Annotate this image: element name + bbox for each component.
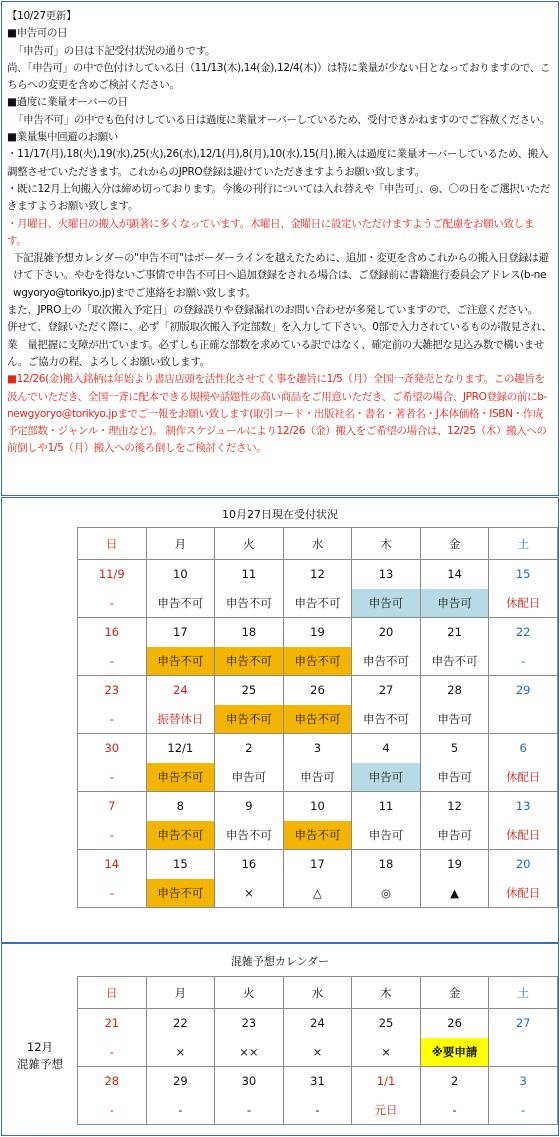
weekday-header: 土 xyxy=(489,977,558,1009)
calendar-status: - xyxy=(420,1096,489,1125)
calendar-date: 18 xyxy=(352,850,421,879)
calendar-date: 24 xyxy=(146,676,215,705)
calendar-date: 12/1 xyxy=(146,734,215,763)
calendar-status: - xyxy=(489,647,558,676)
calendar-status: 振替休日 xyxy=(146,705,215,734)
notice-paragraph: ■12/26(金)搬入銘柄は年始より書店店頭を活性化させてく事を趣旨に1/5（月）全国一斉発売となります。この趣旨を汲んでいただき、全国一斉に配本できる規模や話題性の高い商品をご用意いただき、ご希望の場合、JPRO登録の前にb-newgyoryo@torikyo.jpまでご一報をお願い致します(取引コード・出版社名・書名・著者名・J本体価格・ISBN・作成予定部数・ジャンル・理由など)。 制作スケジュールにより12/26（金）搬入をご希望の場合は、12/25（木）搬入への前倒しや1/5（月）搬入への後ろ倒しをご検討ください。 xyxy=(7,373,548,455)
congestion-forecast-table xyxy=(77,976,558,1125)
calendar-date: 29 xyxy=(489,676,558,705)
calendar-status: ×× xyxy=(215,1038,284,1067)
calendar-status: - xyxy=(78,705,147,734)
calendar-date: 11 xyxy=(352,792,421,821)
calendar-status: - xyxy=(78,1096,147,1125)
calendar-status: 申告可 xyxy=(283,763,352,792)
calendar-status: 申告不可 xyxy=(146,763,215,792)
calendar-date: 9 xyxy=(215,792,284,821)
calendar-date: 22 xyxy=(146,1009,215,1038)
calendar-date: 11/9 xyxy=(78,560,147,589)
calendar-date: 21 xyxy=(78,1009,147,1038)
notice-paragraph: ・11/17(月),18(火),19(水),25(火),26(水),12/1(月),8(月),10(水),15(月),搬入は過度に業量オーバーしているため、搬入調整させていただきます。これからのJPRO登録は避けていただきますようお願い致します。 xyxy=(7,148,549,178)
calendar-date: 2 xyxy=(215,734,284,763)
calendar-status: 申告不可 xyxy=(283,705,352,734)
calendar-status: - xyxy=(215,1096,284,1125)
calendar-status: ※要申請 xyxy=(420,1038,489,1067)
calendar-status: 申告不可 xyxy=(283,589,352,618)
calendar-status: 申告不可 xyxy=(146,589,215,618)
calendar-date: 29 xyxy=(146,1067,215,1096)
calendar-status: ◎ xyxy=(352,879,421,908)
calendar-date: 3 xyxy=(283,734,352,763)
calendar-title: 混雑予想カレンダー xyxy=(230,955,330,968)
weekday-header: 火 xyxy=(215,977,284,1009)
calendar-date: 19 xyxy=(420,850,489,879)
calendar-status: △ xyxy=(283,879,352,908)
notice-panel xyxy=(1,1,559,496)
calendar-date: 21 xyxy=(420,618,489,647)
calendar-date: 28 xyxy=(420,676,489,705)
calendar-date: 4 xyxy=(352,734,421,763)
calendar-status: 申告不可 xyxy=(215,647,284,676)
notice-paragraph: また、JPRO上の「取次搬入予定日」の登録誤りや登録漏れのお問い合わせが多発していますので、ご注意ください。 xyxy=(7,304,538,317)
calendar-status: 申告不可 xyxy=(215,589,284,618)
calendar-date: 22 xyxy=(489,618,558,647)
calendar-date: 14 xyxy=(420,560,489,589)
calendar-date: 30 xyxy=(215,1067,284,1096)
calendar-status xyxy=(489,705,558,734)
calendar-date: 24 xyxy=(283,1009,352,1038)
calendar-status: 休配日 xyxy=(489,763,558,792)
calendar-date: 3 xyxy=(489,1067,558,1096)
calendar-date: 23 xyxy=(78,676,147,705)
notice-paragraph: 尚、「申告可」の中で色付けしている日（11/13(木),14(金),12/4(木)）は特に業量が少ない日となっておりますので、こちらへの変更を含めご検討ください。 xyxy=(7,61,551,92)
calendar-date: 2 xyxy=(420,1067,489,1096)
calendar-date: 26 xyxy=(283,676,352,705)
calendar-status: 申告不可 xyxy=(215,705,284,734)
notice-paragraph: ■過度に業量オーバーの日 xyxy=(7,96,128,109)
calendar-status: - xyxy=(78,879,147,908)
calendar-status: 申告不可 xyxy=(420,647,489,676)
weekday-header: 水 xyxy=(283,528,352,560)
calendar-status: - xyxy=(283,1096,352,1125)
notice-paragraph: 下記混雑予想カレンダーの"申告不可"はボーダーラインを越えたために、追加・変更を含めこれからの搬入日登録は避けて下さい。やむを得ないご事情で申告不可日へ追加登録をされる場合は、ご登録前に書籍進行委員会アドレス(b-newgyoryo@torikyo.jp)までご連絡をお願い致します。 xyxy=(13,252,549,299)
calendar-status: 申告可 xyxy=(352,821,421,850)
calendar-date: 20 xyxy=(352,618,421,647)
calendar-status: 申告可 xyxy=(352,589,421,618)
calendar-status: 休配日 xyxy=(489,589,558,618)
calendar-status: 申告可 xyxy=(215,763,284,792)
weekday-header: 木 xyxy=(352,528,421,560)
calendar-status: 申告不可 xyxy=(146,647,215,676)
calendar-status: - xyxy=(489,1096,558,1125)
calendar-date: 20 xyxy=(489,850,558,879)
calendar-date: 30 xyxy=(78,734,147,763)
calendar-status: 申告不可 xyxy=(352,705,421,734)
calendar-date: 11 xyxy=(215,560,284,589)
weekday-header: 金 xyxy=(420,977,489,1009)
notice-paragraph: ・月曜日、火曜日の搬入が顕著に多くなっています。木曜日、金曜日に設定いただけますようご配慮をお願い致します。 xyxy=(7,217,534,247)
calendar-status: 申告可 xyxy=(420,821,489,850)
calendar-date: 7 xyxy=(78,792,147,821)
weekday-header: 月 xyxy=(146,528,215,560)
weekday-header: 日 xyxy=(78,528,147,560)
weekday-header: 土 xyxy=(489,528,558,560)
weekday-header: 火 xyxy=(215,528,284,560)
calendar-date: 13 xyxy=(352,560,421,589)
weekday-header: 金 xyxy=(420,528,489,560)
calendar-status: × xyxy=(215,879,284,908)
weekday-header: 月 xyxy=(146,977,215,1009)
calendar-status: - xyxy=(146,1096,215,1125)
month-label-line: 混雑予想 xyxy=(17,1057,63,1071)
calendar-date: 23 xyxy=(215,1009,284,1038)
calendar-status: 申告可 xyxy=(420,763,489,792)
calendar-status: 休配日 xyxy=(489,821,558,850)
weekday-header: 木 xyxy=(352,977,421,1009)
calendar-date: 19 xyxy=(283,618,352,647)
calendar-status: 元日 xyxy=(352,1096,421,1125)
calendar-date: 25 xyxy=(352,1009,421,1038)
calendar-status: × xyxy=(352,1038,421,1067)
calendar-date: 15 xyxy=(146,850,215,879)
congestion-forecast-calendar xyxy=(1,943,559,1136)
calendar-status xyxy=(489,1038,558,1067)
notice-paragraph: ・既に12月上旬搬入分は締め切っております。今後の刊行については入れ替えや「申告可」、◎、〇の日をご選択いただきますようお願い致します。 xyxy=(7,182,550,213)
calendar-status: 申告不可 xyxy=(146,821,215,850)
calendar-status: 申告不可 xyxy=(146,879,215,908)
calendar-status: - xyxy=(78,821,147,850)
calendar-title: 10月27日現在受付状況 xyxy=(222,508,338,521)
calendar-date: 18 xyxy=(215,618,284,647)
calendar-date: 27 xyxy=(352,676,421,705)
reception-status-calendar xyxy=(1,497,559,943)
calendar-status: ▲ xyxy=(420,879,489,908)
calendar-date: 26 xyxy=(420,1009,489,1038)
calendar-status: 申告不可 xyxy=(215,821,284,850)
calendar-date: 16 xyxy=(78,618,147,647)
calendar-date: 12 xyxy=(420,792,489,821)
calendar-date: 17 xyxy=(283,850,352,879)
notice-paragraph: ■申告可の日 xyxy=(7,27,68,40)
calendar-status: 休配日 xyxy=(489,879,558,908)
weekday-header: 日 xyxy=(78,977,147,1009)
calendar-status: 申告可 xyxy=(420,705,489,734)
calendar-status: × xyxy=(146,1038,215,1067)
calendar-status: 申告可 xyxy=(420,589,489,618)
calendar-status: - xyxy=(78,589,147,618)
calendar-date: 10 xyxy=(283,792,352,821)
calendar-date: 25 xyxy=(215,676,284,705)
month-label xyxy=(4,1039,76,1073)
calendar-date: 6 xyxy=(489,734,558,763)
calendar-status: - xyxy=(78,647,147,676)
notice-paragraph: 併せて、登録いただく際に、必ず「初版取次搬入予定部数」を入力して下さい。0部で入力されているものが散見され、業 量把握に支障が出ています。必ずしも正確な部数を求めている訳ではなく、確定前の大雑把な見込み数で構いません。ご協力の程、よろしくお願い致します。 xyxy=(7,321,552,368)
notice-paragraph: 「申告可」の日は下記受付状況の通りです。 xyxy=(13,44,216,57)
calendar-date: 28 xyxy=(78,1067,147,1096)
calendar-date: 5 xyxy=(420,734,489,763)
calendar-date: 14 xyxy=(78,850,147,879)
weekday-header: 水 xyxy=(283,977,352,1009)
calendar-date: 31 xyxy=(283,1067,352,1096)
calendar-status: × xyxy=(283,1038,352,1067)
calendar-status: 申告可 xyxy=(352,763,421,792)
calendar-date: 13 xyxy=(489,792,558,821)
calendar-date: 15 xyxy=(489,560,558,589)
calendar-status: - xyxy=(78,763,147,792)
calendar-date: 12 xyxy=(283,560,352,589)
notice-paragraph: 【10/27更新】 xyxy=(7,10,77,22)
notice-paragraph: 「申告不可」の中でも色付けしている日は過度に業量オーバーしているため、受付できかねますのでご容赦ください。 xyxy=(13,113,551,126)
calendar-date: 16 xyxy=(215,850,284,879)
calendar-date: 17 xyxy=(146,618,215,647)
calendar-date: 8 xyxy=(146,792,215,821)
calendar-date: 10 xyxy=(146,560,215,589)
calendar-status: 申告不可 xyxy=(283,821,352,850)
calendar-status: 申告不可 xyxy=(283,647,352,676)
calendar-status: - xyxy=(78,1038,147,1067)
calendar-date: 1/1 xyxy=(352,1067,421,1096)
calendar-status: 申告不可 xyxy=(352,647,421,676)
notice-paragraph: ■業量集中回避のお願い xyxy=(7,131,119,144)
calendar-date: 27 xyxy=(489,1009,558,1038)
month-label-line: 12月 xyxy=(26,1040,54,1054)
reception-status-table xyxy=(77,527,558,908)
